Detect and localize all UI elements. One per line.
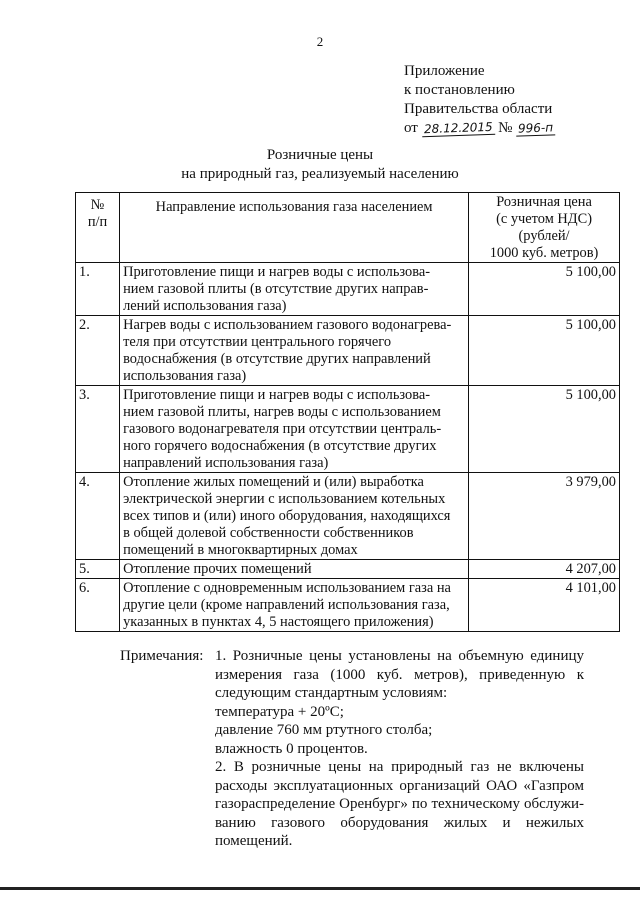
number-prefix: № <box>498 120 513 136</box>
header-direction: Направление использования газа населением <box>120 193 469 263</box>
row-price: 4 207,00 <box>469 560 620 579</box>
handwritten-date: 28.12.2015 <box>421 120 494 138</box>
appendix-line-3: Правительства области <box>404 101 553 117</box>
row-price: 5 100,00 <box>469 316 620 386</box>
table-row <box>76 386 620 473</box>
table-header-row <box>76 193 620 263</box>
title-line-2: на природный газ, реализуемый населению <box>181 166 459 182</box>
table-row <box>76 579 620 632</box>
page-number: 2 <box>316 34 324 49</box>
row-number: 1. <box>76 263 120 316</box>
table-row <box>76 560 620 579</box>
row-price: 3 979,00 <box>469 473 620 560</box>
note-1-line: давление 760 мм ртутного столба; <box>215 722 433 738</box>
table-row <box>76 263 620 316</box>
row-direction: Приготовление пищи и нагрев воды с использова- нием газовой плиты (в отсутствие других направ- лений использования газа) <box>120 263 469 316</box>
date-prefix: от <box>404 120 418 136</box>
table-row <box>76 473 620 560</box>
row-direction: Нагрев воды с использованием газового водонагрева- теля при отсутствии центрального горячего водоснабжения (в отсутствие других направлений использования газа) <box>120 316 469 386</box>
note-1-line: 1. Розничные цены установлены на объемную единицу <box>215 648 584 664</box>
row-price: 4 101,00 <box>469 579 620 632</box>
title-line-1: Розничные цены <box>266 147 374 163</box>
notes-label: Примечания: <box>120 648 204 664</box>
row-direction: Отопление жилых помещений и (или) выработка электрической энергии с использованием котельных всех типов и (или) иного оборудования, находящихся в общей долевой собственности собственников помещений в многоквартирных домах <box>120 473 469 560</box>
header-number: № п/п <box>76 193 120 263</box>
scan-bottom-edge <box>0 887 640 890</box>
note-2 <box>215 758 584 851</box>
note-1-line: измерения газа (1000 куб. метров), приведенную к <box>215 666 584 683</box>
row-number: 6. <box>76 579 120 632</box>
row-number: 2. <box>76 316 120 386</box>
note-2-line: помещений. <box>215 833 293 849</box>
note-1-line: следующим стандартным условиям: <box>215 685 448 701</box>
row-number: 3. <box>76 386 120 473</box>
note-2-line: газораспределение Оренбург» по техническому обслужи- <box>215 796 584 812</box>
row-number: 4. <box>76 473 120 560</box>
row-direction: Приготовление пищи и нагрев воды с использова- нием газовой плиты, нагрев воды с использованием газового водонагревателя при отсутствии централь- ного горячего водоснабжения (в отсутствие других направлений использования газа) <box>120 386 469 473</box>
header-price: Розничная цена (с учетом НДС) (рублей/ 1000 куб. метров) <box>469 193 620 263</box>
appendix-line-2: к постановлению <box>404 82 515 98</box>
appendix-header <box>404 62 555 138</box>
note-2-line: расходы эксплуатационных организаций ОАО «Газпром <box>215 777 584 794</box>
note-1 <box>215 647 584 758</box>
price-table <box>75 192 620 632</box>
note-1-line: влажность 0 процентов. <box>215 740 368 757</box>
note-1-line: температура + 20ºС; <box>215 703 344 720</box>
table-row <box>76 316 620 386</box>
note-2-line: 2. В розничные цены на природный газ не включены <box>215 759 584 775</box>
note-2-line: ванию газового оборудования жилых и нежилых <box>215 814 584 831</box>
appendix-line-1: Приложение <box>404 63 485 79</box>
document-title <box>0 146 640 184</box>
notes-section <box>120 647 584 851</box>
row-number: 5. <box>76 560 120 579</box>
row-price: 5 100,00 <box>469 386 620 473</box>
row-direction: Отопление с одновременным использованием газа на другие цели (кроме направлений использования газа, указанных в пунктах 4, 5 настоящего приложения) <box>120 579 469 632</box>
row-direction: Отопление прочих помещений <box>120 560 469 579</box>
handwritten-number: 996-п <box>516 120 556 136</box>
row-price: 5 100,00 <box>469 263 620 316</box>
appendix-date-line <box>404 119 555 138</box>
